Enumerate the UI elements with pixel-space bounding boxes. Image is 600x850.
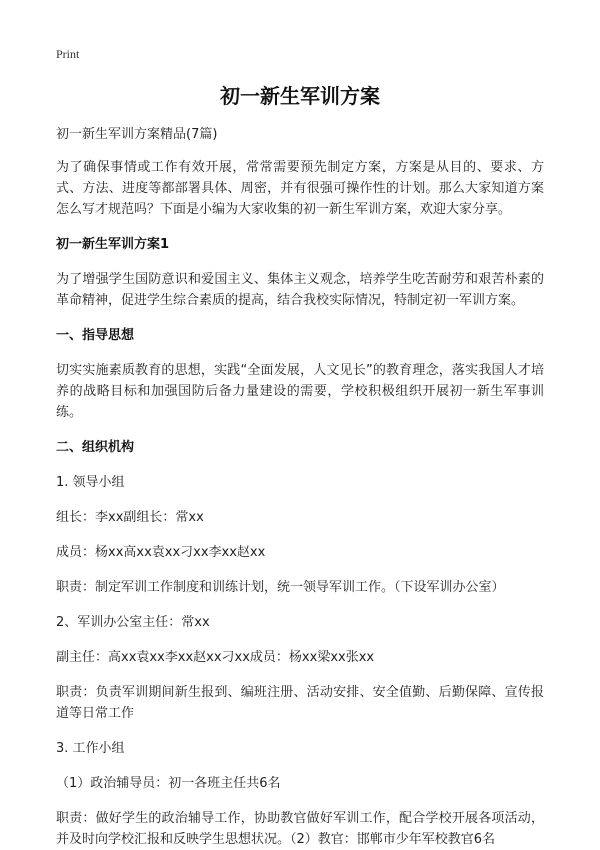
document-subtitle: 初一新生军训方案精品(7篇) <box>56 127 218 142</box>
section-heading-guiding-thought: 一、指导思想 <box>56 328 135 343</box>
org-leading-group: 1. 领导小组 <box>56 475 125 490</box>
org-members: 成员：杨xx高xx袁xx刁xx李xx赵xx <box>56 545 266 560</box>
plan-1-paragraph: 为了增强学生国防意识和爱国主义、集体主义观念，培养学生吃苦耐劳和艰苦朴素的革命精神，促进学生综合素质的提高，结合我校实际情况，特制定初一军训方案。 <box>56 272 544 308</box>
org-deputy-directors: 副主任：高xx袁xx李xx赵xx刁xx成员：杨xx梁xx张xx <box>56 650 375 665</box>
document-title: 初一新生军训方案 <box>220 84 380 108</box>
org-political-counselor: （1）政治辅导员：初一各班主任共6名 <box>56 776 281 791</box>
org-working-group: 3. 工作小组 <box>56 741 125 756</box>
intro-paragraph: 为了确保事情或工作有效开展，常常需要预先制定方案，方案是从目的、要求、方式、方法、进度等都部署具体、周密，并有很强可操作性的计划。那么大家知道方案怎么写才规范吗？下面是小编为大家收集的初一新生军训方案，欢迎大家分享。 <box>56 160 544 217</box>
org-leaders: 组长：李xx副组长：常xx <box>56 510 204 525</box>
section-heading-organization: 二、组织机构 <box>56 440 135 455</box>
guiding-thought-paragraph: 切实实施素质教育的思想，实践“全面发展，人文见长”的教育理念，落实我国人才培养的战略目标和加强国防后备力量建设的需要，学校积极组织开展初一新生军事训练。 <box>56 363 544 420</box>
org-office-director: 2、军训办公室主任：常xx <box>56 615 210 630</box>
org-duty-3: 职责：做好学生的政治辅导工作，协助教官做好军训工作，配合学校开展各项活动，并及时向学校汇报和反映学生思想状况。（2）教官：邯郸市少年军校教官6名 <box>56 811 544 847</box>
org-duty-1: 职责：制定军训工作制度和训练计划，统一领导军训工作。（下设军训办公室） <box>56 580 505 595</box>
section-heading-plan-1: 初一新生军训方案1 <box>56 237 170 252</box>
org-duty-2: 职责：负责军训期间新生报到、编班注册、活动安排、安全值勤、后勤保障、宣传报道等日常工作 <box>56 685 544 721</box>
print-label: Print <box>56 47 80 61</box>
